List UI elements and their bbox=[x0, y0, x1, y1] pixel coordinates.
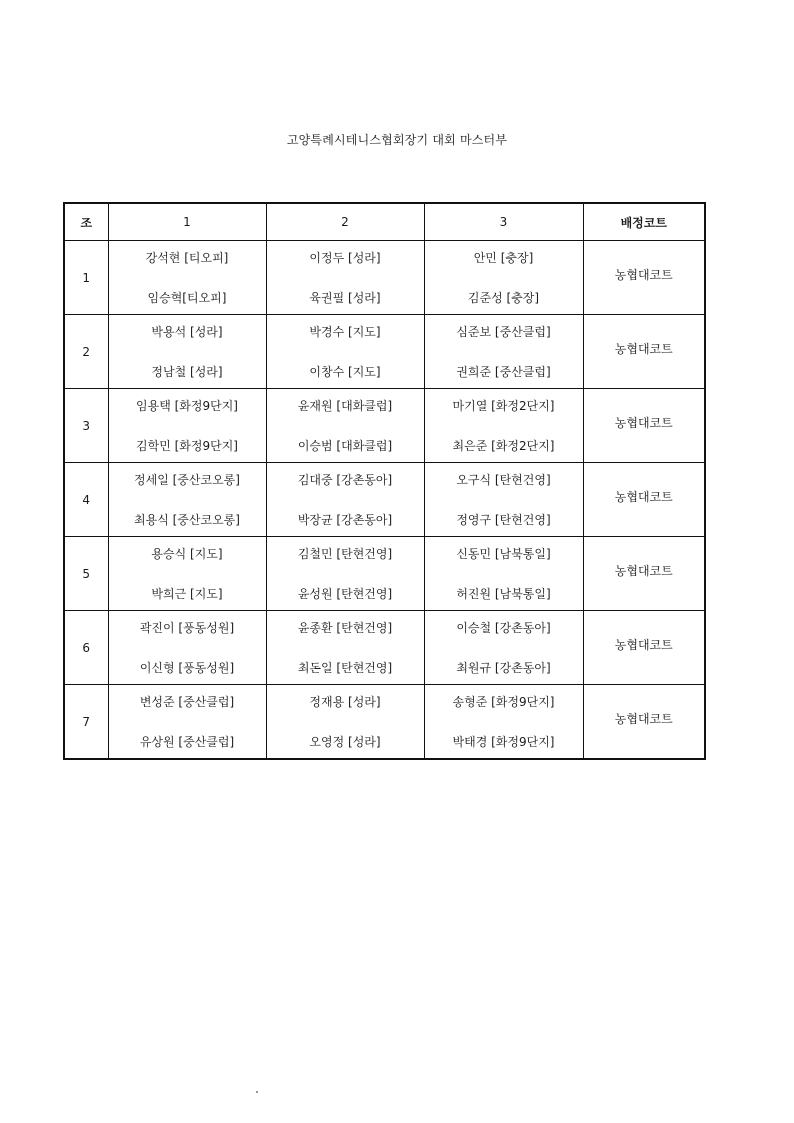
header-row bbox=[64, 203, 705, 241]
scan-speck bbox=[256, 1091, 258, 1093]
team-cell-1 bbox=[108, 241, 266, 315]
team-cell-3 bbox=[424, 611, 583, 685]
player-name: 윤종환 [탄현건영] bbox=[297, 620, 393, 635]
table-row bbox=[64, 611, 705, 685]
player-name: 이창수 [지도] bbox=[309, 364, 381, 379]
header-col-1: 1 bbox=[108, 203, 266, 241]
player-name: 김준성 [충장] bbox=[467, 290, 540, 305]
player-name: 곽진이 [풍동성원] bbox=[139, 620, 235, 635]
team-cell-2 bbox=[266, 315, 424, 389]
player-name: 박장균 [강촌동아] bbox=[297, 512, 393, 527]
table-row bbox=[64, 315, 705, 389]
player-name: 변성준 [중산클럽] bbox=[139, 694, 235, 709]
team-pair bbox=[425, 544, 583, 604]
team-pair bbox=[267, 396, 424, 456]
player-name: 최은준 [화정2단지] bbox=[452, 438, 555, 453]
player-name: 임용택 [화정9단지] bbox=[136, 398, 238, 413]
player-name: 유상원 [중산클럽] bbox=[139, 734, 235, 749]
team-pair bbox=[425, 692, 583, 752]
team-cell-2 bbox=[266, 537, 424, 611]
team-pair bbox=[109, 396, 266, 456]
player-name: 김대중 [강촌동아] bbox=[297, 472, 393, 487]
player-name: 심준보 [중산클럽] bbox=[456, 324, 551, 339]
team-pair bbox=[425, 470, 583, 530]
player-name: 권희준 [중산클럽] bbox=[456, 364, 551, 379]
court-name: 농협대코트 bbox=[614, 638, 673, 652]
player-name: 박태경 [화정9단지] bbox=[452, 734, 555, 749]
table-row bbox=[64, 685, 705, 760]
player-name: 김학민 [화정9단지] bbox=[136, 438, 238, 453]
team-cell-2 bbox=[266, 241, 424, 315]
assigned-court bbox=[583, 389, 705, 463]
team-pair bbox=[425, 322, 583, 382]
team-pair bbox=[425, 618, 583, 678]
team-pair bbox=[109, 618, 266, 678]
document-title: 고양특례시테니스협회장기 대회 마스터부 bbox=[286, 133, 508, 147]
team-cell-3 bbox=[424, 463, 583, 537]
assigned-court bbox=[583, 241, 705, 315]
player-name: 이정두 [성라] bbox=[309, 250, 381, 265]
team-cell-3 bbox=[424, 241, 583, 315]
player-name: 송형준 [화정9단지] bbox=[452, 694, 555, 709]
player-name: 허진원 [남북통일] bbox=[456, 586, 551, 601]
player-name: 이승철 [강촌동아] bbox=[456, 620, 551, 635]
team-cell-1 bbox=[108, 389, 266, 463]
group-number: 3 bbox=[64, 389, 108, 463]
group-table bbox=[63, 202, 706, 760]
assigned-court bbox=[583, 611, 705, 685]
team-cell-1 bbox=[108, 315, 266, 389]
assigned-court bbox=[583, 685, 705, 760]
team-cell-1 bbox=[108, 685, 266, 760]
player-name: 윤성원 [탄현건영] bbox=[297, 586, 393, 601]
court-name: 농협대코트 bbox=[614, 712, 673, 726]
header-group: 조 bbox=[64, 203, 108, 241]
player-name: 박경수 [지도] bbox=[309, 324, 381, 339]
team-pair bbox=[109, 544, 266, 604]
player-name: 김철민 [탄현건영] bbox=[297, 546, 393, 561]
header-col-2: 2 bbox=[266, 203, 424, 241]
team-cell-1 bbox=[108, 463, 266, 537]
team-pair bbox=[267, 470, 424, 530]
header-court: 배정코트 bbox=[583, 203, 705, 241]
team-pair bbox=[109, 322, 266, 382]
player-name: 정남철 [성라] bbox=[151, 364, 223, 379]
team-cell-3 bbox=[424, 389, 583, 463]
team-cell-2 bbox=[266, 463, 424, 537]
group-number: 1 bbox=[64, 241, 108, 315]
player-name: 정세일 [중산코오롱] bbox=[134, 472, 240, 487]
player-name: 안민 [충장] bbox=[473, 250, 534, 265]
team-pair bbox=[267, 322, 424, 382]
team-pair bbox=[267, 692, 424, 752]
player-name: 최원규 [강촌동아] bbox=[456, 660, 551, 675]
player-name: 정재용 [성라] bbox=[309, 694, 381, 709]
player-name: 임승혁[티오피] bbox=[147, 290, 227, 305]
team-pair bbox=[267, 544, 424, 604]
team-cell-3 bbox=[424, 537, 583, 611]
team-pair bbox=[425, 396, 583, 456]
team-pair bbox=[109, 692, 266, 752]
table-row bbox=[64, 463, 705, 537]
team-cell-3 bbox=[424, 685, 583, 760]
table-row bbox=[64, 241, 705, 315]
court-name: 농협대코트 bbox=[614, 564, 673, 578]
group-number: 7 bbox=[64, 685, 108, 760]
table-row bbox=[64, 537, 705, 611]
player-name: 신동민 [남북통일] bbox=[456, 546, 551, 561]
team-cell-1 bbox=[108, 611, 266, 685]
court-name: 농협대코트 bbox=[614, 342, 673, 356]
group-number: 4 bbox=[64, 463, 108, 537]
assigned-court bbox=[583, 315, 705, 389]
player-name: 윤재원 [대화클럽] bbox=[297, 398, 393, 413]
player-name: 정영구 [탄현건영] bbox=[456, 512, 551, 527]
player-name: 용승식 [지도] bbox=[151, 546, 223, 561]
player-name: 박희근 [지도] bbox=[151, 586, 223, 601]
team-pair bbox=[425, 248, 583, 308]
player-name: 이신형 [풍동성원] bbox=[139, 660, 235, 675]
court-name: 농협대코트 bbox=[614, 416, 673, 430]
team-cell-2 bbox=[266, 389, 424, 463]
table-body bbox=[64, 241, 705, 760]
group-number: 5 bbox=[64, 537, 108, 611]
team-cell-1 bbox=[108, 537, 266, 611]
header-col-3: 3 bbox=[424, 203, 583, 241]
player-name: 육권필 [성라] bbox=[309, 290, 381, 305]
player-name: 최돈일 [탄현건영] bbox=[297, 660, 393, 675]
player-name: 오구식 [탄현건영] bbox=[456, 472, 551, 487]
player-name: 마기열 [화정2단지] bbox=[452, 398, 555, 413]
player-name: 최용식 [중산코오롱] bbox=[134, 512, 240, 527]
player-name: 오영정 [성라] bbox=[309, 734, 381, 749]
court-name: 농협대코트 bbox=[614, 268, 673, 282]
team-cell-3 bbox=[424, 315, 583, 389]
player-name: 강석현 [티오피] bbox=[145, 250, 229, 265]
group-number: 2 bbox=[64, 315, 108, 389]
team-cell-2 bbox=[266, 685, 424, 760]
table-row bbox=[64, 389, 705, 463]
assigned-court bbox=[583, 537, 705, 611]
player-name: 이승범 [대화클럽] bbox=[297, 438, 393, 453]
team-pair bbox=[109, 248, 266, 308]
team-pair bbox=[267, 618, 424, 678]
assigned-court bbox=[583, 463, 705, 537]
team-pair bbox=[109, 470, 266, 530]
player-name: 박용석 [성라] bbox=[151, 324, 223, 339]
group-number: 6 bbox=[64, 611, 108, 685]
team-cell-2 bbox=[266, 611, 424, 685]
team-pair bbox=[267, 248, 424, 308]
court-name: 농협대코트 bbox=[614, 490, 673, 504]
